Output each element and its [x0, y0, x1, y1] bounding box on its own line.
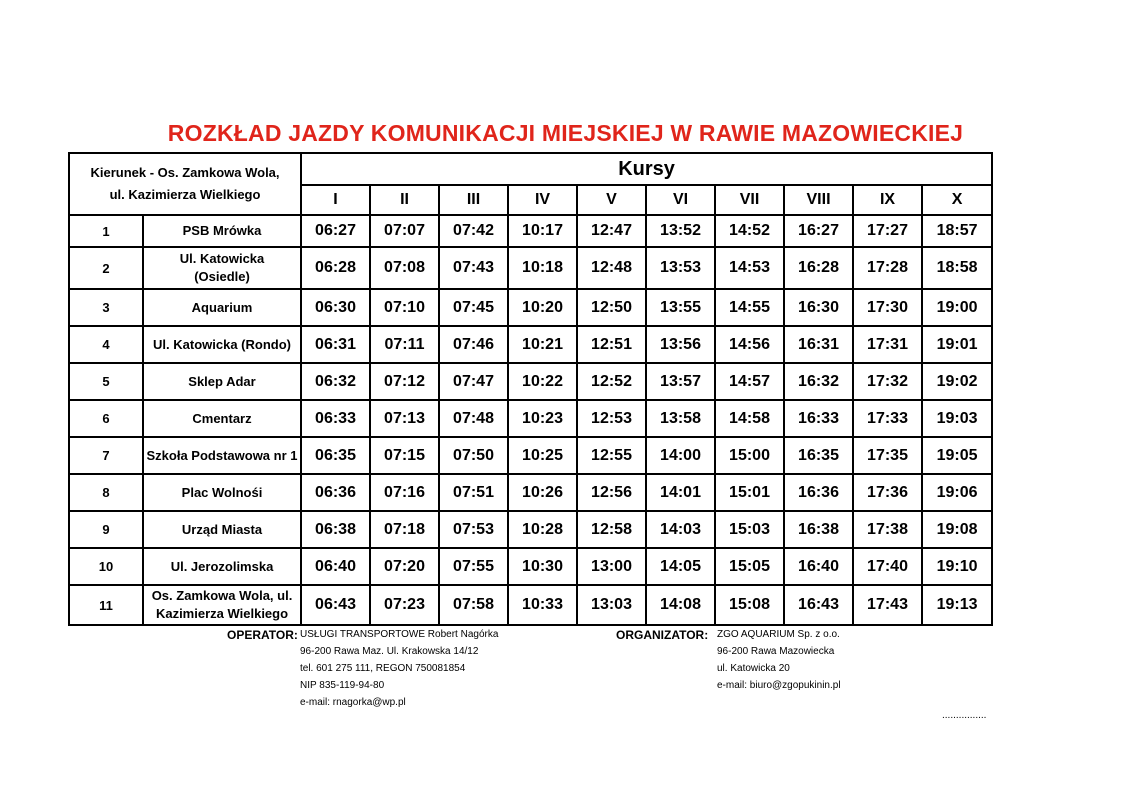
table-row	[69, 363, 992, 400]
departure-time: 07:42	[439, 215, 508, 247]
departure-time: 13:55	[646, 289, 715, 326]
departure-time: 12:47	[577, 215, 646, 247]
stop-name-line: Plac Wolnośi	[181, 484, 263, 500]
departure-time: 14:03	[646, 511, 715, 548]
departure-time: 14:52	[715, 215, 784, 247]
departure-time: 10:18	[508, 247, 577, 289]
stop-number: 6	[69, 400, 143, 437]
stop-name	[143, 400, 301, 437]
departure-time: 16:27	[784, 215, 853, 247]
table-row	[69, 247, 992, 289]
course-number: VIII	[784, 185, 853, 215]
course-number: VI	[646, 185, 715, 215]
departure-time: 12:53	[577, 400, 646, 437]
stop-name	[143, 511, 301, 548]
operator-info-line: NIP 835-119-94-80	[300, 680, 385, 691]
departure-time: 10:21	[508, 326, 577, 363]
stop-name-line: Sklep Adar	[188, 373, 256, 389]
departure-time: 17:38	[853, 511, 922, 548]
stop-name	[143, 585, 301, 625]
departure-time: 07:08	[370, 247, 439, 289]
departure-time: 16:35	[784, 437, 853, 474]
departure-time: 07:47	[439, 363, 508, 400]
departure-time: 14:53	[715, 247, 784, 289]
departure-time: 19:05	[922, 437, 992, 474]
departure-time: 07:55	[439, 548, 508, 585]
course-number: VII	[715, 185, 784, 215]
organizer-info	[717, 626, 841, 694]
departure-time: 15:05	[715, 548, 784, 585]
departure-time: 17:40	[853, 548, 922, 585]
departure-time: 12:51	[577, 326, 646, 363]
table-row	[69, 400, 992, 437]
table-row	[69, 437, 992, 474]
departure-time: 14:57	[715, 363, 784, 400]
table-row	[69, 215, 992, 247]
operator-info-line: e-mail: rnagorka@wp.pl	[300, 697, 406, 708]
departure-time: 19:00	[922, 289, 992, 326]
stop-name	[143, 247, 301, 289]
departure-time: 19:08	[922, 511, 992, 548]
stop-name-line: Cmentarz	[192, 410, 252, 426]
stop-name-line: Kazimierza Wielkiego	[155, 606, 289, 621]
course-number: II	[370, 185, 439, 215]
stop-name-line: Ul. Katowicka	[179, 251, 265, 266]
stop-number: 5	[69, 363, 143, 400]
stop-number: 10	[69, 548, 143, 585]
operator-info-line: USŁUGI TRANSPORTOWE Robert Nagórka	[300, 629, 499, 640]
course-number: IX	[853, 185, 922, 215]
table-row	[69, 585, 992, 625]
departure-time: 06:38	[301, 511, 370, 548]
departure-time: 17:36	[853, 474, 922, 511]
departure-time: 07:58	[439, 585, 508, 625]
departure-time: 14:00	[646, 437, 715, 474]
organizer-info-line: 96-200 Rawa Mazowiecka	[717, 646, 835, 657]
departure-time: 17:33	[853, 400, 922, 437]
departure-time: 14:08	[646, 585, 715, 625]
departure-time: 17:31	[853, 326, 922, 363]
stop-name-line: Szkoła Podstawowa nr 1	[146, 447, 298, 463]
departure-time: 16:30	[784, 289, 853, 326]
departure-time: 19:13	[922, 585, 992, 625]
course-number: I	[301, 185, 370, 215]
operator-label: OPERATOR:	[227, 628, 298, 642]
stop-name-line: Aquarium	[191, 299, 253, 315]
departure-time: 12:52	[577, 363, 646, 400]
organizer-info-line: ZGO AQUARIUM Sp. z o.o.	[717, 629, 840, 640]
departure-time: 16:36	[784, 474, 853, 511]
stop-name	[143, 289, 301, 326]
departure-time: 13:52	[646, 215, 715, 247]
departure-time: 06:30	[301, 289, 370, 326]
departure-time: 06:43	[301, 585, 370, 625]
departure-time: 06:35	[301, 437, 370, 474]
departure-time: 13:58	[646, 400, 715, 437]
direction-line-2: ul. Kazimierza Wielkiego	[109, 187, 261, 202]
signature-dots: ................	[942, 710, 987, 721]
departure-time: 07:16	[370, 474, 439, 511]
stop-name	[143, 437, 301, 474]
departure-time: 13:56	[646, 326, 715, 363]
departure-time: 13:53	[646, 247, 715, 289]
stop-number: 2	[69, 247, 143, 289]
departure-time: 19:10	[922, 548, 992, 585]
timetable	[68, 152, 993, 626]
departure-time: 07:53	[439, 511, 508, 548]
departure-time: 07:43	[439, 247, 508, 289]
stop-name	[143, 326, 301, 363]
departure-time: 07:48	[439, 400, 508, 437]
stop-name-line: Os. Zamkowa Wola, ul.	[151, 588, 293, 603]
stop-name-line: Urząd Miasta	[181, 521, 263, 537]
departure-time: 14:01	[646, 474, 715, 511]
departure-time: 17:32	[853, 363, 922, 400]
departure-time: 18:57	[922, 215, 992, 247]
stop-number: 4	[69, 326, 143, 363]
table-row	[69, 548, 992, 585]
departure-time: 12:56	[577, 474, 646, 511]
departure-time: 14:56	[715, 326, 784, 363]
departure-time: 14:55	[715, 289, 784, 326]
departure-time: 19:01	[922, 326, 992, 363]
table-row	[69, 474, 992, 511]
stop-number: 8	[69, 474, 143, 511]
departure-time: 16:43	[784, 585, 853, 625]
departure-time: 16:32	[784, 363, 853, 400]
departure-time: 16:31	[784, 326, 853, 363]
departure-time: 07:50	[439, 437, 508, 474]
departure-time: 07:45	[439, 289, 508, 326]
stop-name	[143, 474, 301, 511]
stop-number: 1	[69, 215, 143, 247]
departure-time: 12:48	[577, 247, 646, 289]
departure-time: 07:13	[370, 400, 439, 437]
table-row	[69, 326, 992, 363]
departure-time: 06:32	[301, 363, 370, 400]
departure-time: 07:46	[439, 326, 508, 363]
table-row	[69, 289, 992, 326]
stop-name-line: (Osiedle)	[194, 269, 250, 284]
departure-time: 19:02	[922, 363, 992, 400]
course-number: III	[439, 185, 508, 215]
departure-time: 13:03	[577, 585, 646, 625]
departure-time: 06:33	[301, 400, 370, 437]
departure-time: 17:28	[853, 247, 922, 289]
departure-time: 10:28	[508, 511, 577, 548]
departure-time: 10:20	[508, 289, 577, 326]
organizer-info-line: e-mail: biuro@zgopukinin.pl	[717, 680, 841, 691]
departure-time: 12:58	[577, 511, 646, 548]
course-number: V	[577, 185, 646, 215]
departure-time: 10:33	[508, 585, 577, 625]
departure-time: 06:36	[301, 474, 370, 511]
departure-time: 07:51	[439, 474, 508, 511]
departure-time: 19:06	[922, 474, 992, 511]
departure-time: 07:10	[370, 289, 439, 326]
course-number: X	[922, 185, 992, 215]
stop-number: 3	[69, 289, 143, 326]
departure-time: 07:18	[370, 511, 439, 548]
stop-number: 11	[69, 585, 143, 625]
departure-time: 10:22	[508, 363, 577, 400]
stop-name	[143, 548, 301, 585]
stop-name	[143, 363, 301, 400]
departure-time: 12:50	[577, 289, 646, 326]
timetable-body	[69, 215, 992, 625]
departure-time: 06:28	[301, 247, 370, 289]
stop-name-line: Ul. Katowicka (Rondo)	[153, 336, 291, 352]
departure-time: 18:58	[922, 247, 992, 289]
departure-time: 10:26	[508, 474, 577, 511]
departure-time: 07:07	[370, 215, 439, 247]
organizer-label: ORGANIZATOR:	[616, 628, 709, 642]
departure-time: 15:03	[715, 511, 784, 548]
departure-time: 13:00	[577, 548, 646, 585]
departure-time: 14:58	[715, 400, 784, 437]
organizer-info-line: ul. Katowicka 20	[717, 663, 790, 674]
departure-time: 07:11	[370, 326, 439, 363]
direction-header	[69, 153, 301, 215]
departure-time: 15:00	[715, 437, 784, 474]
departure-time: 10:17	[508, 215, 577, 247]
departure-time: 15:08	[715, 585, 784, 625]
operator-info-line: 96-200 Rawa Maz. Ul. Krakowska 14/12	[300, 646, 479, 657]
departure-time: 17:30	[853, 289, 922, 326]
departure-time: 13:57	[646, 363, 715, 400]
departure-time: 10:23	[508, 400, 577, 437]
departure-time: 16:38	[784, 511, 853, 548]
departure-time: 17:43	[853, 585, 922, 625]
departure-time: 07:20	[370, 548, 439, 585]
departure-time: 16:28	[784, 247, 853, 289]
stop-name	[143, 215, 301, 247]
operator-info-line: tel. 601 275 111, REGON 750081854	[300, 663, 466, 674]
operator-info	[300, 626, 498, 711]
departure-time: 06:27	[301, 215, 370, 247]
stop-name-line: Ul. Jerozolimska	[170, 558, 274, 574]
page-title: ROZKŁAD JAZDY KOMUNIKACJI MIEJSKIEJ W RAWIE MAZOWIECKIEJ	[167, 120, 964, 146]
departure-time: 12:55	[577, 437, 646, 474]
departure-time: 19:03	[922, 400, 992, 437]
direction-line-1: Kierunek - Os. Zamkowa Wola,	[90, 165, 280, 180]
departure-time: 15:01	[715, 474, 784, 511]
table-row	[69, 511, 992, 548]
courses-header: Kursy	[301, 153, 992, 185]
departure-time: 16:40	[784, 548, 853, 585]
departure-time: 07:12	[370, 363, 439, 400]
stop-name-line: PSB Mrówka	[182, 223, 262, 238]
departure-time: 10:30	[508, 548, 577, 585]
departure-time: 17:35	[853, 437, 922, 474]
stop-number: 7	[69, 437, 143, 474]
departure-time: 06:40	[301, 548, 370, 585]
departure-time: 16:33	[784, 400, 853, 437]
course-number: IV	[508, 185, 577, 215]
stop-number: 9	[69, 511, 143, 548]
departure-time: 14:05	[646, 548, 715, 585]
departure-time: 10:25	[508, 437, 577, 474]
departure-time: 07:15	[370, 437, 439, 474]
departure-time: 17:27	[853, 215, 922, 247]
departure-time: 06:31	[301, 326, 370, 363]
departure-time: 07:23	[370, 585, 439, 625]
